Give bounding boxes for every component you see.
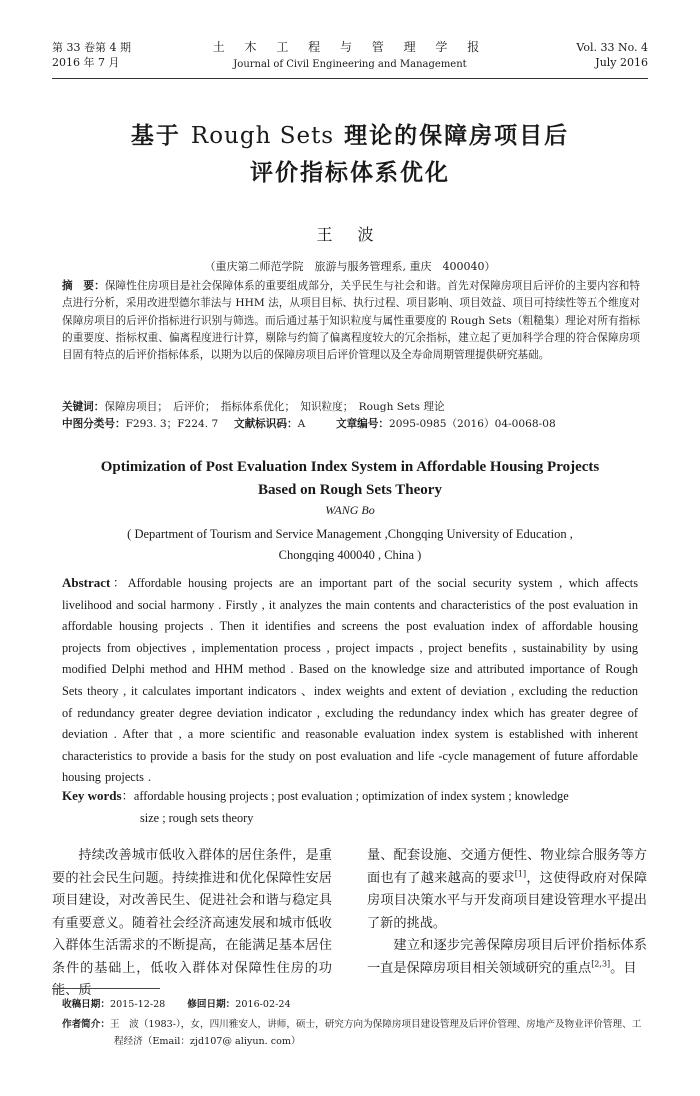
classification-line xyxy=(62,416,640,433)
journal-name-en: Journal of Civil Engineering and Management xyxy=(233,59,467,70)
title-cn-line2: 评价指标体系优化 xyxy=(250,160,450,186)
keywords-en-line2: size ; rough sets theory xyxy=(140,810,254,825)
affiliation-cn: （重庆第二师范学院 旅游与服务管理系, 重庆 400040） xyxy=(204,260,496,273)
body-text: 。目 xyxy=(610,960,637,976)
keywords-en-line1 xyxy=(62,785,638,808)
abstract-en-text: ：Affordable housing projects are an important part of the social security system , which affects livelihood and social harmony . Firstly , it analyzes the main contents and characteristics of the post evaluation in affordable housing projects . Then it identifies and screens the post evaluation index of affordable housing projects from objectives , implementation process , project impacts , project benefits , sustainability by using modified Delphi method and HHM method . Based on the knowledge size and attributed importance of Rough Sets theory , it calculates important indicators 、index weights and extent of deviation , excluding the reduction of redundancy greater degree deviation indicator , excluding the redundancy index which has greater degree of deviation . After that , a more scientific and reasonable evaluation index system is established with inherent characteristics to provide a basis for the study on post evaluation and life -cycle management of future affordable housing projects . xyxy=(62,576,638,785)
title-cn-line1 xyxy=(60,118,640,155)
abstract-cn-label: 摘 要： xyxy=(62,280,105,292)
affiliation-en-line1: ( Department of Tourism and Service Management ,Chongqing University of Education , xyxy=(127,527,573,541)
article-number-label: 文章编号： xyxy=(336,418,389,430)
footnote-dates xyxy=(62,996,662,1013)
keywords-en xyxy=(62,785,638,829)
title-en-line2: Based on Rough Sets Theory xyxy=(258,482,442,498)
body-text: ，这使得政府对保障房项目决策水平与开发商项目建设管理水平提出了新的挑战。 xyxy=(367,870,648,931)
body-paragraph xyxy=(367,845,647,935)
body-column-right xyxy=(367,845,647,980)
running-header-center xyxy=(200,40,500,72)
keywords-en-label: Key words xyxy=(62,788,122,803)
keywords-cn xyxy=(62,399,640,416)
header-divider xyxy=(52,78,648,79)
keywords-cn-label: 关键词： xyxy=(62,401,105,413)
title-cn-part: 基于 xyxy=(130,123,191,149)
running-header-left xyxy=(52,40,131,70)
article-number-value: 2095-0985（2016）04-0068-08 xyxy=(388,418,556,430)
doc-code-field xyxy=(234,416,336,433)
journal-name-cn: 土 木 工 程 与 管 理 学 报 xyxy=(212,40,488,54)
running-header-right xyxy=(576,40,648,70)
paper-title-en xyxy=(40,456,660,502)
body-paragraph xyxy=(367,935,647,980)
citation-ref[interactable]: [2,3] xyxy=(591,959,611,969)
revised-label: 修回日期： xyxy=(187,999,236,1010)
citation-ref[interactable]: [1] xyxy=(514,869,527,879)
keywords-en-text: ：affordable housing projects ; post evaluation ; optimization of index system ; knowledge xyxy=(121,789,569,803)
keywords-cn-text: 保障房项目； 后评价； 指标体系优化； 知识粒度； Rough Sets 理论 xyxy=(104,401,445,413)
paper-title-cn xyxy=(60,118,640,192)
author-bio-line1 xyxy=(62,1016,662,1033)
footnote-divider xyxy=(52,988,160,989)
abstract-cn-text: 保障性住房项目是社会保障体系的重要组成部分，关乎民生与社会和谐。首先对保障房项目后评价的主要内容和特点进行分析，采用改进型德尔菲法与 HHM 法，从项目目标、执行过程、项目影响、项目效益、项目可持续性等五个维度对保障房项目的后评价指标进行识别与筛选。而后通过基于知识粒度与属性重要度的 Rough Sets（粗糙集）理论对所有指标的重要度、指标权重、偏离程度进行计算，剔除与约简了偏离程度较大的冗余指标，建立起了更加科学合理的符合保障房项目固有特点的后评价指标体系，以期为以后的保障房项目后评价管理以及全寿命周期管理提供研究基础。 xyxy=(62,280,641,362)
abstract-cn xyxy=(62,278,640,364)
clc-label: 中图分类号： xyxy=(62,418,126,430)
body-text: 量、配套设施、交通方便性、物业综合服务等方面也有了越来越高的要求 xyxy=(367,848,647,886)
affiliation-en-line2: Chongqing 400040 , China ) xyxy=(278,548,422,562)
revised-date: 2016-02-24 xyxy=(235,999,291,1010)
author-bio-text: 王 波（1983-），女，四川雅安人，讲师，硕士，研究方向为保障房项目建设管理及后评价管理、房地产及物业评价管理、工 xyxy=(109,1019,642,1030)
title-en-line1: Optimization of Post Evaluation Index System in Affordable Housing Projects xyxy=(100,459,600,475)
doc-code-label: 文献标识码： xyxy=(234,418,298,430)
body-paragraph: 持续改善城市低收入群体的居住条件，是重要的社会民生问题。持续推进和优化保障性安居项目建设，对改善民生、促进社会和谐与稳定具有重要意义。随着社会经济高速发展和城市低收入群体生活需求的不断提高，在能满足基本居住条件的基础上，低收入群体对保障性住房的功能、质 xyxy=(52,848,332,998)
abstract-en xyxy=(62,572,638,789)
footnote-author-bio xyxy=(62,1016,662,1050)
title-cn-part: 理论的保障房项目后 xyxy=(334,123,570,149)
clc-value: F293. 3；F224. 7 xyxy=(125,418,219,430)
received-label: 收稿日期： xyxy=(62,999,110,1010)
author-name-cn: 王 波 xyxy=(316,225,384,244)
received-date: 2015-12-28 xyxy=(109,999,166,1010)
author-bio-label: 作者简介： xyxy=(62,1019,110,1030)
author-name-en: WANG Bo xyxy=(325,503,375,517)
author-bio-line2: 程经济（Email：zjd107@ aliyun. com） xyxy=(114,1036,301,1047)
article-number-field xyxy=(336,416,556,433)
body-column-left xyxy=(52,845,332,1003)
clc-field xyxy=(62,416,234,433)
doc-code-value: A xyxy=(297,418,306,430)
title-cn-latin: Rough Sets xyxy=(190,123,335,149)
publication-date-en: July 2016 xyxy=(595,56,648,69)
volume-issue-en: Vol. 33 No. 4 xyxy=(576,41,648,54)
abstract-en-label: Abstract xyxy=(62,575,111,590)
volume-issue: 第 33 卷第 4 期 xyxy=(52,41,131,54)
body-text: 建立和逐步完善保障房项目后评价指标体系一直是保障房项目相关领域研究的重点 xyxy=(367,938,647,976)
affiliation-en xyxy=(60,524,640,566)
publication-date-cn: 2016 年 7 月 xyxy=(52,56,120,69)
